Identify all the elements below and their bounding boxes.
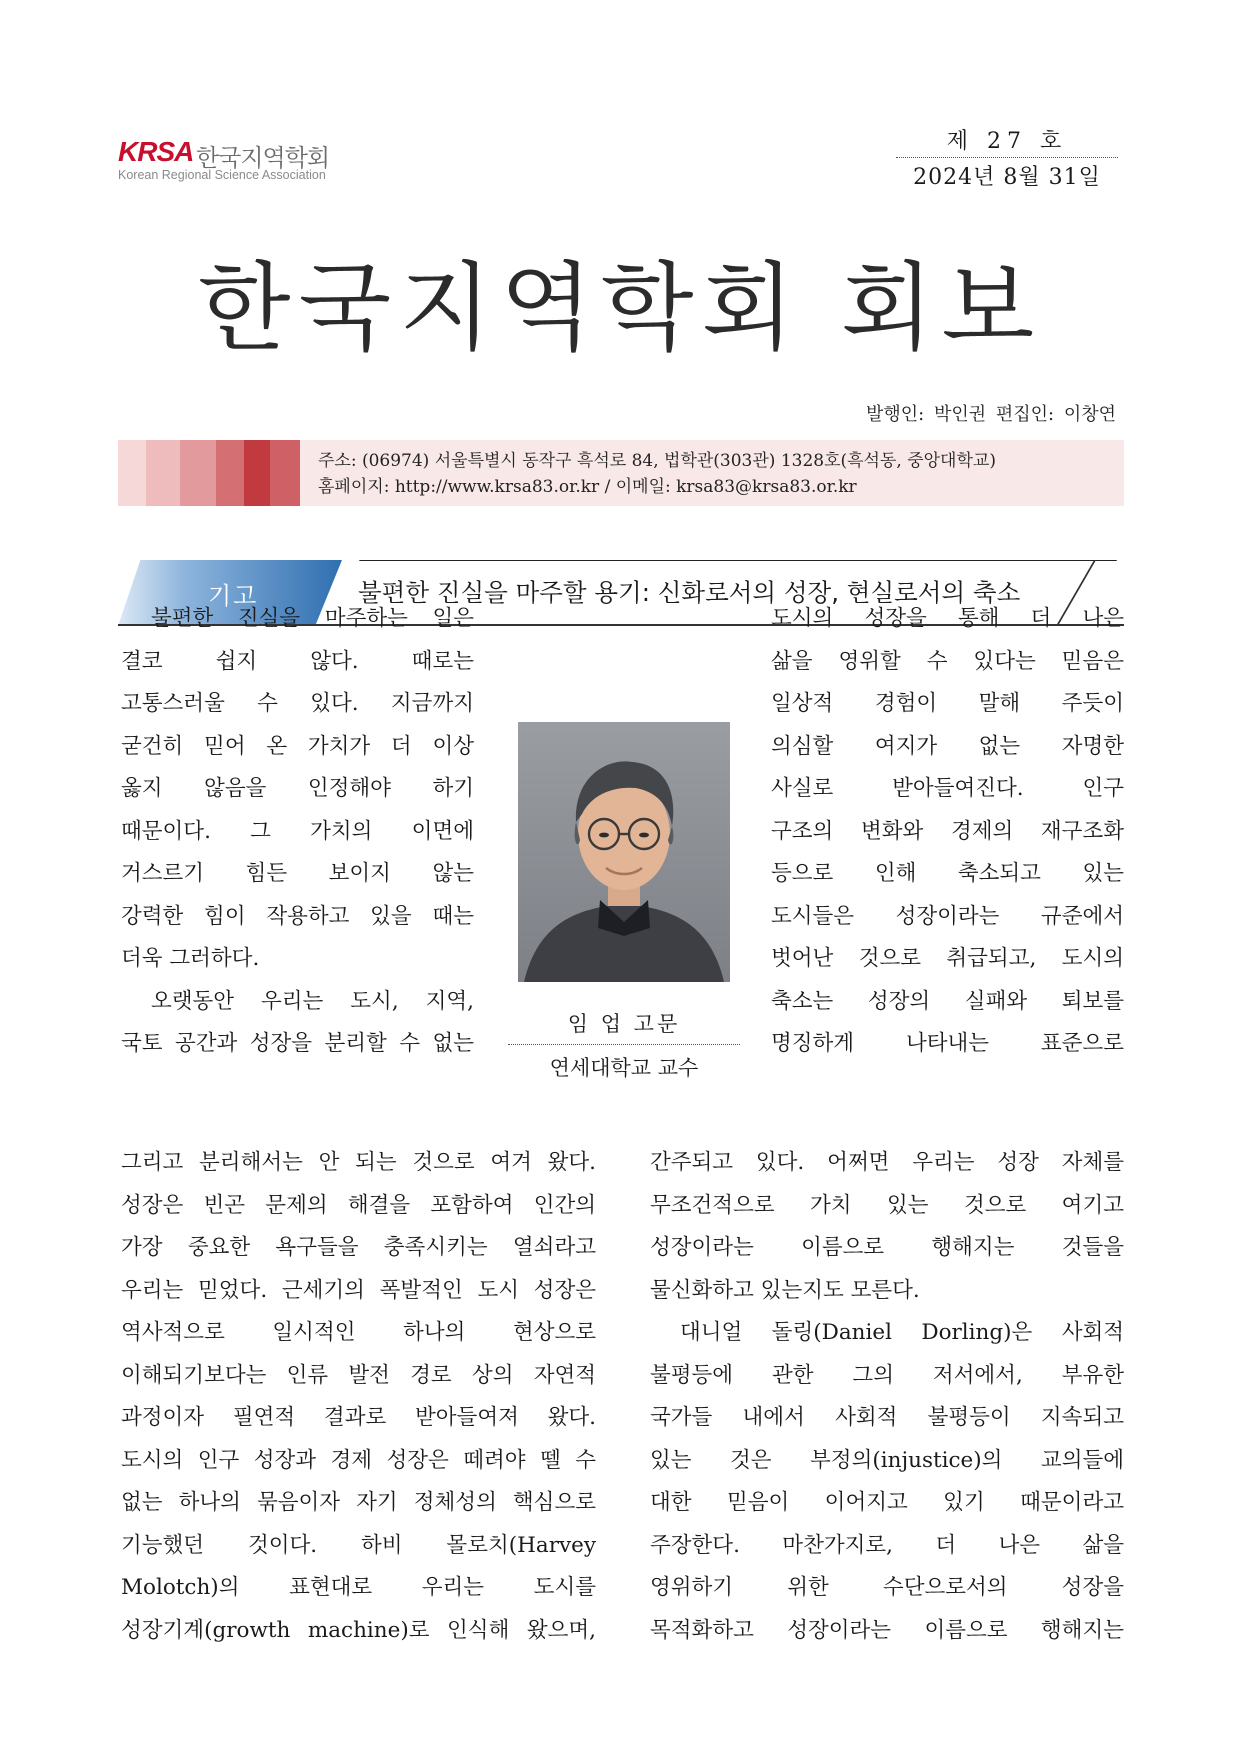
text-line: 일상적 경험이 말해 주듯이	[771, 691, 1124, 716]
text-line: 불편한 진실을 마주하는 일은	[151, 606, 474, 631]
color-swatch	[244, 440, 270, 506]
logo-mark: KRSA	[118, 136, 194, 167]
krsa-logo	[118, 136, 358, 186]
text-line: 오랫동안 우리는 도시, 지역,	[151, 988, 474, 1014]
text-line: 명징하게 나타내는 표준으로	[771, 1031, 1124, 1056]
article-title: 불편한 진실을 마주할 용기: 신화로서의 성장, 현실로서의 축소	[358, 578, 1021, 607]
right-column-top	[771, 598, 1124, 1066]
color-swatch	[180, 440, 216, 506]
text-line: 거스르기 힘든 보이지 않는	[121, 861, 474, 886]
address-line: 주소: (06974) 서울특별시 동작구 흑석로 84, 법학관(303관) 1328호(흑석동, 중앙대학교)	[318, 451, 996, 471]
text-line: 있는 것은 부정의(injustice)의 교의들에	[650, 1447, 1124, 1473]
issue-date: 2024년 8월 31일	[913, 165, 1101, 190]
text-line: 고통스러울 수 있다. 지금까지	[121, 691, 474, 716]
publisher-line	[862, 400, 1116, 426]
text-line: 등으로 인해 축소되고 있는	[771, 861, 1124, 886]
text-line: 목적화하고 성장이라는 이름으로 행해지는	[650, 1617, 1124, 1643]
color-swatch	[146, 440, 180, 506]
author-name: 임 업 고문	[508, 1008, 740, 1045]
right-column-bottom	[650, 1142, 1124, 1652]
text-line: 가장 중요한 욕구들을 충족시키는 열쇠라고	[121, 1235, 596, 1260]
text-line: 간주되고 있다. 어쩌면 우리는 성장 자체를	[650, 1150, 1124, 1175]
text-line: 때문이다. 그 가치의 이면에	[121, 818, 474, 844]
text-line: 강력한 힘이 작용하고 있을 때는	[121, 903, 474, 929]
color-swatch	[118, 440, 146, 506]
logo-name-kr: 한국지역학회	[196, 144, 330, 172]
logo-name-en: Korean Regional Science Association	[118, 168, 326, 182]
text-line: 옳지 않음을 인정해야 하기	[121, 776, 474, 801]
text-line: 주장한다. 마찬가지로, 더 나은 삶을	[650, 1532, 1124, 1558]
issue-info	[896, 124, 1118, 191]
category-label: 기고	[208, 582, 259, 610]
text-line: 구조의 변화와 경제의 재구조화	[771, 818, 1124, 844]
text-line: 도시의 인구 성장과 경제 성장은 떼려야 뗄 수	[121, 1447, 596, 1473]
newsletter-title: 한국지역학회 회보	[197, 252, 1043, 364]
text-line: 역사적으로 일시적인 하나의 현상으로	[121, 1320, 596, 1345]
text-line: 성장은 빈곤 문제의 해결을 포함하여 인간의	[121, 1192, 596, 1218]
text-line: 불평등에 관한 그의 저서에서, 부유한	[650, 1362, 1124, 1388]
issue-number: 제 27 호	[896, 124, 1118, 158]
author-portrait	[518, 722, 730, 982]
text-line: 과정이자 필연적 결과로 받아들여져 왔다.	[121, 1405, 596, 1430]
text-line: 기능했던 것이다. 하비 몰로치(Harvey	[121, 1532, 596, 1558]
text-line: 더욱 그러하다.	[121, 946, 260, 971]
text-line: 삶을 영위할 수 있다는 믿음은	[771, 648, 1124, 674]
text-line: 결코 쉽지 않다. 때로는	[121, 648, 474, 674]
contact-line: 홈페이지: http://www.krsa83.or.kr / 이메일: krsa83@krsa83.or.kr	[318, 477, 857, 497]
text-line: 없는 하나의 묶음이자 자기 정체성의 핵심으로	[121, 1490, 596, 1515]
left-column-bottom	[121, 1142, 596, 1652]
text-line: 성장이라는 이름으로 행해지는 것들을	[650, 1235, 1124, 1260]
text-line: 도시의 성장을 통해 더 나은	[771, 606, 1124, 631]
text-line: 국토 공간과 성장을 분리할 수 없는	[121, 1031, 474, 1056]
text-line: 사실로 받아들여진다. 인구	[771, 776, 1124, 801]
text-line: 성장기계(growth machine)로 인식해 왔으며,	[121, 1617, 596, 1643]
text-line: 벗어난 것으로 취급되고, 도시의	[771, 946, 1124, 971]
left-column-top	[121, 598, 474, 1066]
editor-label: 편집인:	[995, 404, 1055, 425]
text-line: 굳건히 믿어 온 가치가 더 이상	[121, 733, 474, 759]
color-swatch	[216, 440, 244, 506]
text-line: 그리고 분리해서는 안 되는 것으로 여겨 왔다.	[121, 1150, 596, 1175]
publisher-name: 박인권	[933, 404, 987, 425]
text-line: 우리는 믿었다. 근세기의 폭발적인 도시 성장은	[121, 1277, 596, 1303]
text-line: 의심할 여지가 없는 자명한	[771, 733, 1124, 759]
color-swatch	[270, 440, 300, 506]
text-line: 도시들은 성장이라는 규준에서	[771, 903, 1124, 929]
publisher-label: 발행인:	[865, 404, 925, 425]
text-line: 축소는 성장의 실패와 퇴보를	[771, 988, 1124, 1014]
editor-name: 이창연	[1063, 404, 1116, 425]
text-line: 이해되기보다는 인류 발전 경로 상의 자연적	[121, 1362, 596, 1388]
portrait-illustration	[518, 722, 730, 982]
text-line: 대한 믿음이 이어지고 있기 때문이라고	[650, 1490, 1124, 1515]
address-band	[118, 440, 1124, 506]
text-line: 영위하기 위한 수단으로서의 성장을	[650, 1575, 1124, 1600]
text-line: 무조건적으로 가치 있는 것으로 여기고	[650, 1192, 1124, 1218]
text-line: 물신화하고 있는지도 모른다.	[650, 1277, 920, 1303]
text-line: Molotch)의 표현대로 우리는 도시를	[121, 1575, 596, 1600]
author-affiliation: 연세대학교 교수	[549, 1056, 699, 1080]
text-line: 대니얼 돌링(Daniel Dorling)은 사회적	[680, 1320, 1124, 1345]
address-text	[318, 448, 996, 500]
text-line: 국가들 내에서 사회적 불평등이 지속되고	[650, 1405, 1124, 1430]
